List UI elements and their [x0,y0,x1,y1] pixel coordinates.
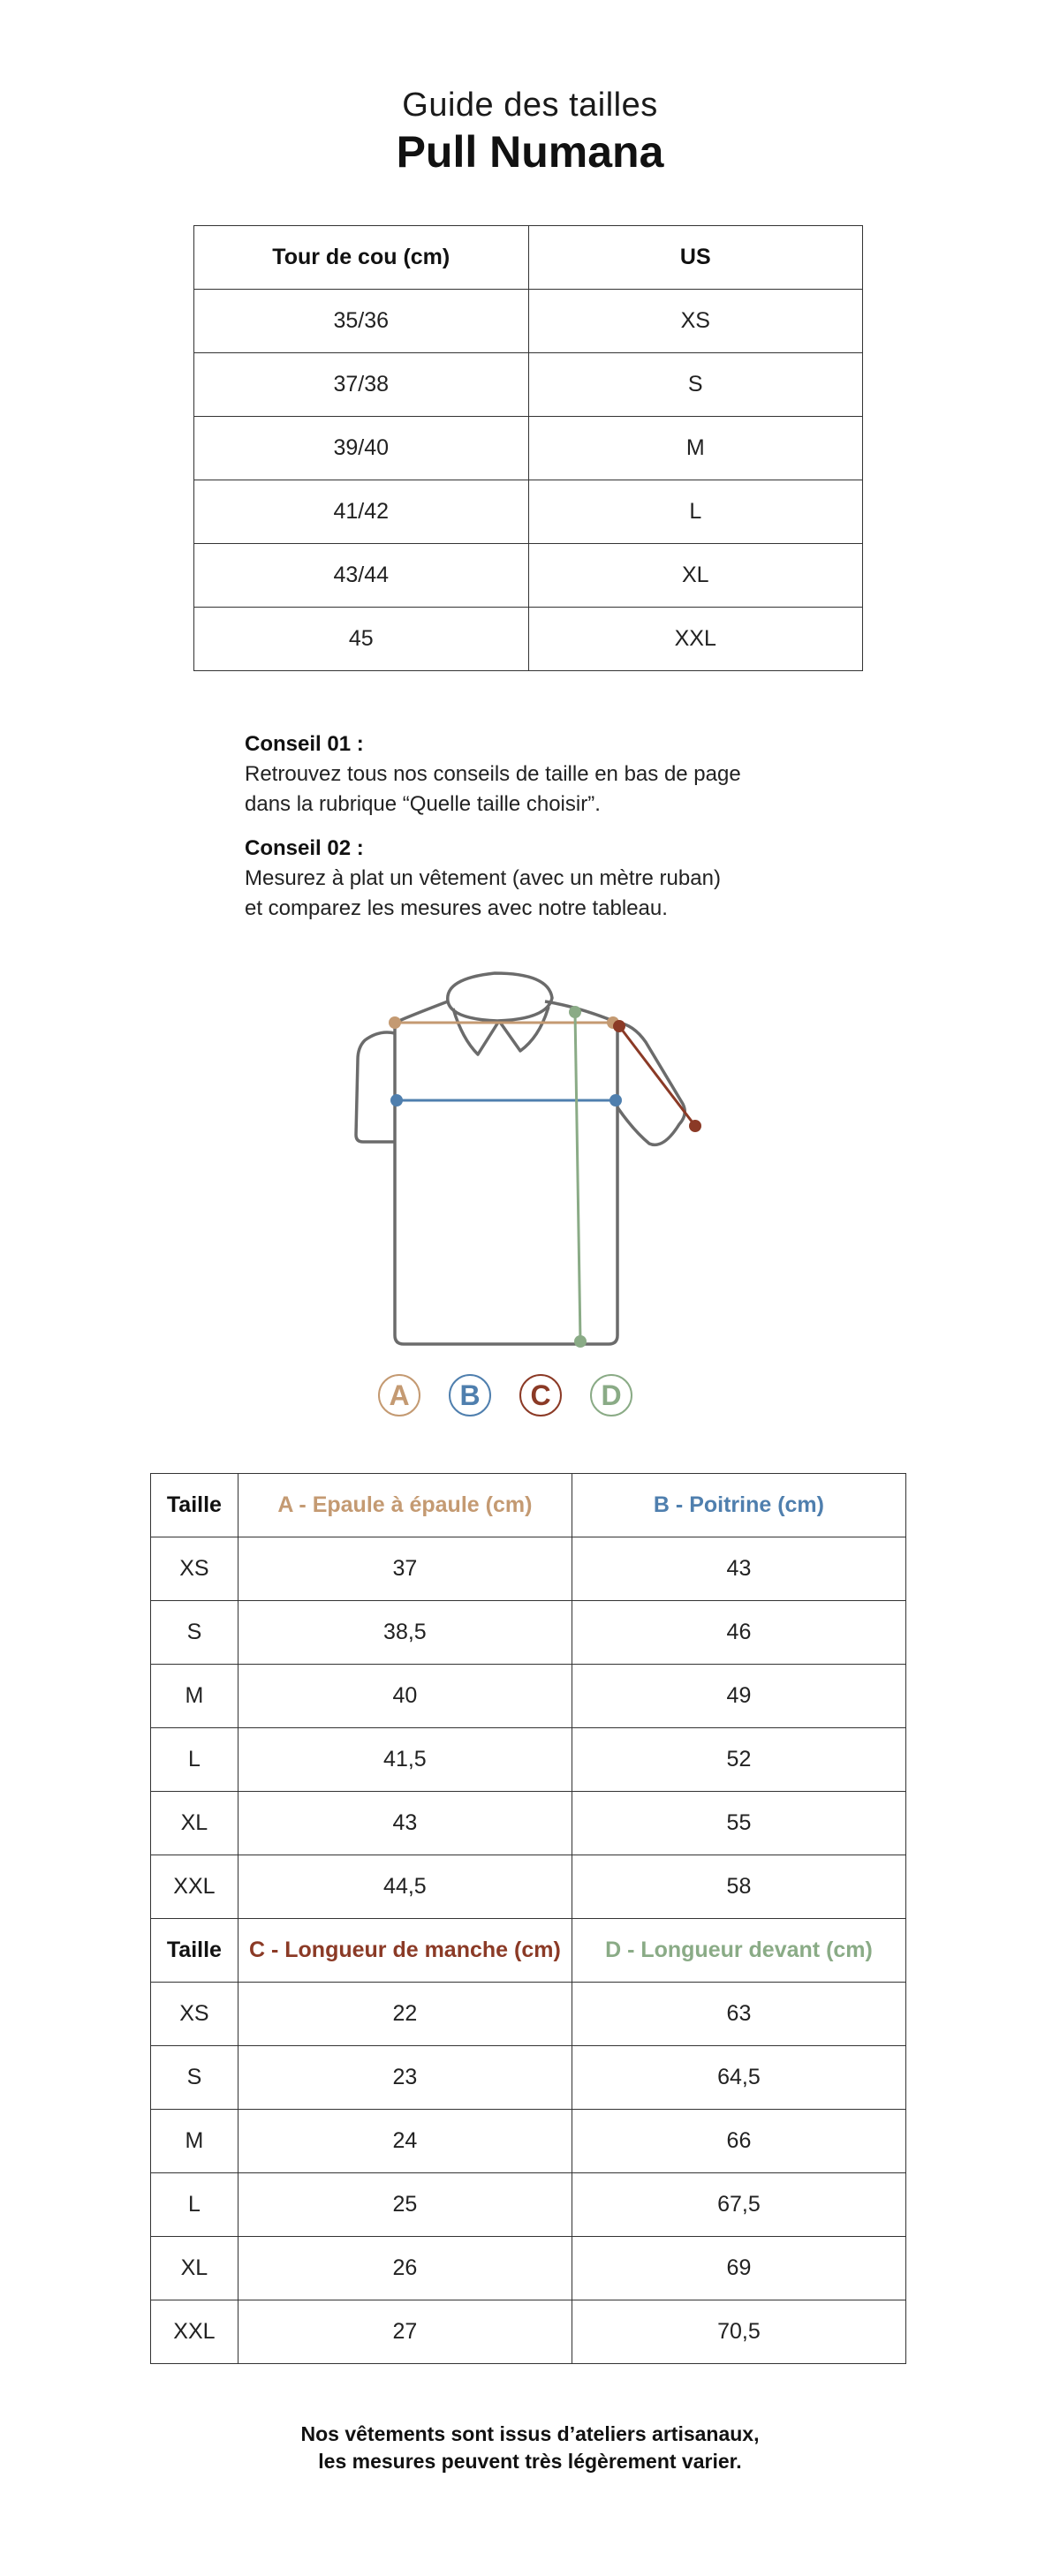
table-row [151,2300,906,2364]
value-cell: 40 [238,1665,572,1728]
table-row [151,1792,906,1855]
neck-cell: 39/40 [194,417,529,480]
value-cell: 25 [238,2173,572,2237]
table-header-row [151,1919,906,1983]
measure-dot-d-bottom [574,1335,587,1348]
neck-size-table [193,225,863,671]
value-cell: 38,5 [238,1601,572,1665]
value-cell: 22 [238,1983,572,2046]
size-cell: XS [151,1983,238,2046]
table-row [194,353,863,417]
value-cell: 23 [238,2046,572,2110]
table-row [194,417,863,480]
tip-text: et comparez les mesures avec notre tableau. [245,896,668,920]
size-cell: M [151,2110,238,2173]
us-cell: XS [528,290,862,353]
size-cell: XL [151,1792,238,1855]
table-row [151,2237,906,2300]
column-header: US [528,226,862,290]
value-cell: 66 [572,2110,905,2173]
size-cell: M [151,1665,238,1728]
tip-01 [245,729,863,820]
value-cell: 44,5 [238,1855,572,1919]
value-cell: 55 [572,1792,905,1855]
table-row [151,2046,906,2110]
value-cell: 26 [238,2237,572,2300]
size-cell: XXL [151,1855,238,1919]
shirt-body-outline [395,1023,617,1344]
value-cell: 52 [572,1728,905,1792]
value-cell: 58 [572,1855,905,1919]
legend-badge-b: B [449,1374,491,1416]
column-header-d: D - Longueur devant (cm) [572,1919,905,1983]
page-subtitle: Guide des tailles [402,87,658,124]
size-cell: XS [151,1537,238,1601]
value-cell: 37 [238,1537,572,1601]
us-cell: XL [528,544,862,608]
left-sleeve-outline [356,1032,395,1142]
column-header-c: C - Longueur de manche (cm) [238,1919,572,1983]
value-cell: 41,5 [238,1728,572,1792]
page-title: Pull Numana [396,127,664,177]
value-cell: 63 [572,1983,905,2046]
legend-badge-a: A [378,1374,420,1416]
measure-line-c [619,1026,695,1126]
size-cell: L [151,2173,238,2237]
tip-text: Retrouvez tous nos conseils de taille en bas de page [245,762,741,786]
size-cell: S [151,2046,238,2110]
neck-cell: 37/38 [194,353,529,417]
table-row [194,544,863,608]
column-header: Taille [151,1474,238,1537]
value-cell: 49 [572,1665,905,1728]
legend-badge-d: D [590,1374,632,1416]
measure-dot-d-top [569,1006,581,1018]
table-row [151,1855,906,1919]
value-cell: 27 [238,2300,572,2364]
us-cell: S [528,353,862,417]
value-cell: 70,5 [572,2300,905,2364]
table-header-row [151,1474,906,1537]
table-row [151,2173,906,2237]
value-cell: 24 [238,2110,572,2173]
us-cell: M [528,417,862,480]
table-row [151,1983,906,2046]
right-sleeve-outline [617,1023,685,1144]
value-cell: 69 [572,2237,905,2300]
footer-line: les mesures peuvent très légèrement varier. [318,2450,742,2473]
table-row [194,290,863,353]
measure-dot-a-left [389,1016,401,1029]
value-cell: 64,5 [572,2046,905,2110]
us-cell: L [528,480,862,544]
table-row [151,1728,906,1792]
neck-cell: 45 [194,608,529,671]
footer-line: Nos vêtements sont issus d’ateliers artisanaux, [300,2422,760,2445]
neck-cell: 35/36 [194,290,529,353]
size-cell: XL [151,2237,238,2300]
column-header: Taille [151,1919,238,1983]
value-cell: 43 [238,1792,572,1855]
measurements-table [150,1473,906,2364]
size-cell: L [151,1728,238,1792]
value-cell: 43 [572,1537,905,1601]
neck-cell: 43/44 [194,544,529,608]
table-row [151,1665,906,1728]
table-row [151,2110,906,2173]
us-cell: XXL [528,608,862,671]
table-row [194,608,863,671]
column-header: Tour de cou (cm) [194,226,529,290]
value-cell: 67,5 [572,2173,905,2237]
table-header-row [194,226,863,290]
column-header-b: B - Poitrine (cm) [572,1474,905,1537]
collar-band [448,973,552,1021]
tip-02 [245,834,863,924]
measure-dot-c-top [613,1020,625,1032]
neck-cell: 41/42 [194,480,529,544]
footer-note [0,2421,1060,2475]
tip-title: Conseil 01 : [245,732,364,756]
tip-text: Mesurez à plat un vêtement (avec un mètre ruban) [245,866,721,890]
column-header-a: A - Epaule à épaule (cm) [238,1474,572,1537]
measure-line-d [575,1012,580,1341]
measure-dot-b-left [390,1094,403,1107]
legend-badge-c: C [519,1374,562,1416]
tip-text: dans la rubrique “Quelle taille choisir”. [245,792,601,816]
size-cell: S [151,1601,238,1665]
shirt-measurement-diagram [349,963,720,1351]
size-cell: XXL [151,2300,238,2364]
value-cell: 46 [572,1601,905,1665]
table-row [151,1537,906,1601]
measure-dot-c-bottom [689,1120,701,1132]
measure-dot-b-right [610,1094,622,1107]
tip-title: Conseil 02 : [245,836,364,860]
table-row [151,1601,906,1665]
table-row [194,480,863,544]
